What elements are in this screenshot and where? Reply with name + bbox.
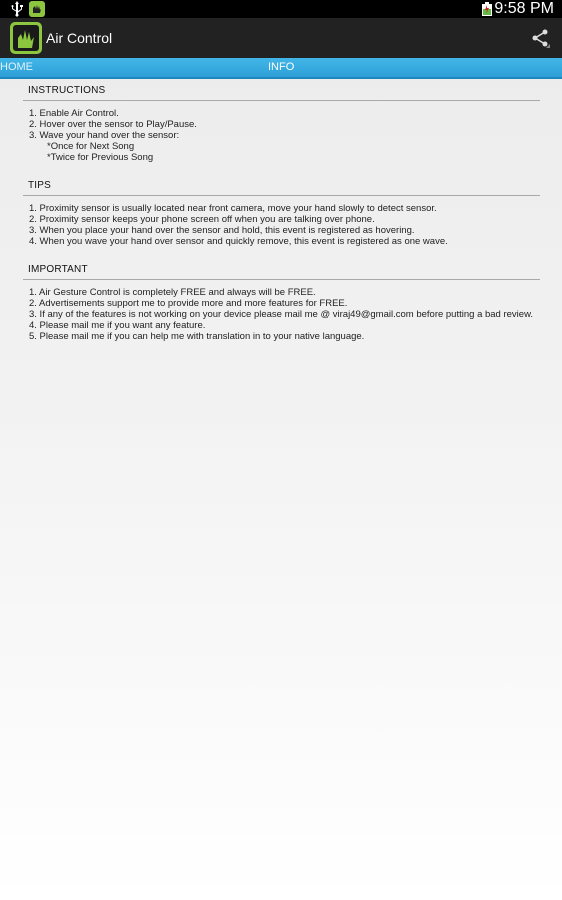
list-item: 1. Air Gesture Control is completely FREE and always will be FREE. (29, 287, 316, 298)
tab-home[interactable]: HOME (0, 61, 33, 73)
list-item: *Twice for Previous Song (47, 152, 154, 163)
list-item: 2. Hover over the sensor to Play/Pause. (29, 119, 197, 130)
important-list (23, 287, 540, 342)
tab-info[interactable]: INFO (268, 61, 295, 73)
list-item: 3. Wave your hand over the sensor: (29, 130, 180, 141)
status-bar (0, 0, 562, 18)
list-item: *Once for Next Song (47, 141, 135, 152)
share-icon[interactable] (530, 28, 550, 48)
list-item: 4. Please mail me if you want any feature. (29, 320, 206, 331)
list-item: 2. Advertisements support me to provide more and more features for FREE. (29, 298, 348, 309)
tips-list (23, 203, 540, 247)
status-clock: 9:58 PM (494, 0, 554, 17)
instructions-heading: INSTRUCTIONS (23, 82, 540, 101)
usb-icon (10, 1, 24, 17)
list-item: 4. When you wave your hand over sensor and quickly remove, this event is registered as one wave. (29, 236, 448, 247)
list-item: 5. Please mail me if you can help me with translation in to your native language. (29, 331, 365, 342)
app-logo-icon[interactable] (10, 22, 42, 54)
list-item: 3. When you place your hand over the sensor and hold, this event is registered as hovering. (29, 225, 415, 236)
important-heading: IMPORTANT (23, 261, 540, 280)
tips-heading: TIPS (23, 177, 540, 196)
list-item: 1. Proximity sensor is usually located near front camera, move your hand slowly to detect sensor. (29, 203, 437, 214)
battery-icon (482, 2, 492, 16)
action-bar (0, 18, 562, 58)
air-control-notification-icon (29, 1, 45, 17)
instructions-list (23, 108, 540, 163)
app-title: Air Control (46, 30, 113, 46)
list-item: 2. Proximity sensor keeps your phone screen off when you are talking over phone. (29, 214, 375, 225)
list-item: 1. Enable Air Control. (29, 108, 119, 119)
list-item: 3. If any of the features is not working on your device please mail me @ viraj49@gmail.com before putting a bad review. (29, 309, 534, 320)
info-content (23, 82, 540, 356)
tab-bar (0, 58, 562, 79)
